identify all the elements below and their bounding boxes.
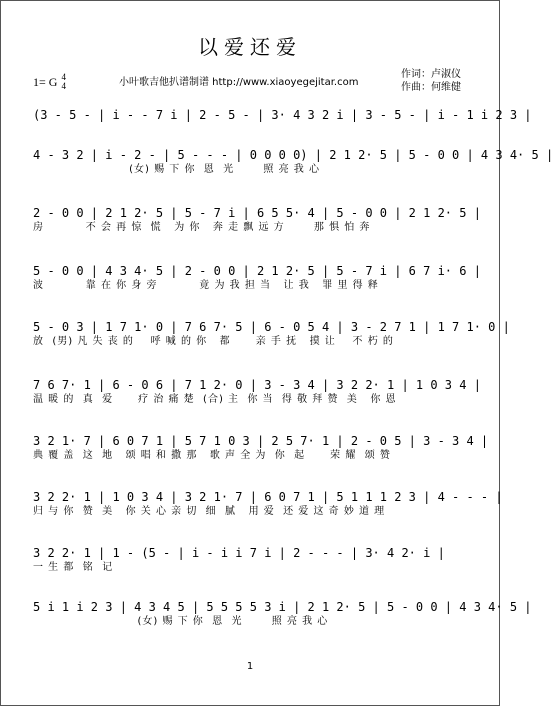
score-system-5 [33,319,510,349]
arranger-credit: 小叶歌吉他扒谱制谱 http://www.xiaoyegejitar.com [119,77,359,88]
notation-line: 5 i 1 i 2 3 | 4 3 4 5 | 5 5 5 5 3 i | 2 1 2· 5 | 5 - 0 0 | 4 3 4· 5 | [33,600,532,614]
lyric-line: 典 覆 盖 这 地 颂 唱 和 撒 那 歌 声 全 为 你 起 荣 耀 颂 赞 [33,450,391,461]
time-signature [61,73,66,91]
notation-line: 3 2 1· 7 | 6 0 7 1 | 5 7 1 0 3 | 2 5 7· 1 | 2 - 0 5 | 3 - 3 4 | [33,434,489,448]
notation-line: 5 - 0 3 | 1 7 1· 0 | 7 6 7· 5 | 6 - 0 5 4 | 3 - 2 7 1 | 1 7 1· 0 | [33,320,510,334]
score-system-8 [33,489,503,519]
score-system-1 [33,107,532,137]
lyric-line: 波 靠 在 你 身 旁 竟 为 我 担 当 让 我 罪 里 得 释 [33,280,379,291]
key-signature [33,73,66,91]
song-title: 以爱还爱 [198,35,302,59]
notation-line: 2 - 0 0 | 2 1 2· 5 | 5 - 7 i | 6 5 5· 4 | 5 - 0 0 | 2 1 2· 5 | [33,206,481,220]
lyric-line: 放 (男) 凡 失 丧 的 呼 喊 的 你 都 亲 手 抚 摸 让 不 朽 的 [33,336,394,347]
score-system-6 [33,377,481,407]
lyric-line: 房 不 会 再 惊 慌 为 你 奔 走 飘 远 方 那 惧 怕 奔 [33,222,371,233]
notation-line: 7 6 7· 1 | 6 - 0 6 | 7 1 2· 0 | 3 - 3 4 | 3 2 2· 1 | 1 0 3 4 | [33,378,481,392]
lyric-line: (女) 赐 下 你 恩 光 照 亮 我 心 [33,616,329,627]
notation-line: 5 - 0 0 | 4 3 4· 5 | 2 - 0 0 | 2 1 2· 5 | 5 - 7 i | 6 7 i· 6 | [33,264,481,278]
notation-line: 3 2 2· 1 | 1 - (5 - | i - i i 7 i | 2 - - - | 3· 4 2· i | [33,546,445,560]
score-system-2 [33,147,553,177]
lyric-line [33,123,467,137]
page-number: 1 [246,661,254,672]
lyric-line: 温 暖 的 真 爱 疗 治 痛 楚 (合) 主 你 当 得 敬 拜 赞 美 你 恩 [33,394,397,405]
score-system-4 [33,263,481,293]
lyricist: 作词：卢淑仪 [401,69,461,80]
authors [401,68,461,94]
lyric-line: (女) 赐 下 你 恩 光 照 亮 我 心 [33,164,320,175]
notation-line: (3 - 5 - | i - - 7 i | 2 - 5 - | 3· 4 3 2 i | 3 - 5 - | i - 1 i 2 3 | [33,108,532,122]
composer: 作曲：何维健 [401,82,461,93]
key-label: 1= G [33,74,58,89]
score-system-9 [33,545,467,575]
notation-line: 4 - 3 2 | i - 2 - | 5 - - - | 0 0 0 0) | 2 1 2· 5 | 5 - 0 0 | 4 3 4· 5 | [33,148,553,162]
score-system-7 [33,433,489,463]
lyric-line: 一 生 都 铭 记 [33,562,114,573]
time-signature-top: 4 [61,72,66,82]
score-system-3 [33,205,481,235]
lyric-line: 归 与 你 赞 美 你 关 心 亲 切 细 腻 用 爱 还 爱 这 奇 妙 道 理 [33,506,386,517]
notation-line: 3 2 2· 1 | 1 0 3 4 | 3 2 1· 7 | 6 0 7 1 | 5 1 1 1 2 3 | 4 - - - | [33,490,503,504]
time-signature-bottom: 4 [61,81,66,91]
score-system-10 [33,599,532,629]
